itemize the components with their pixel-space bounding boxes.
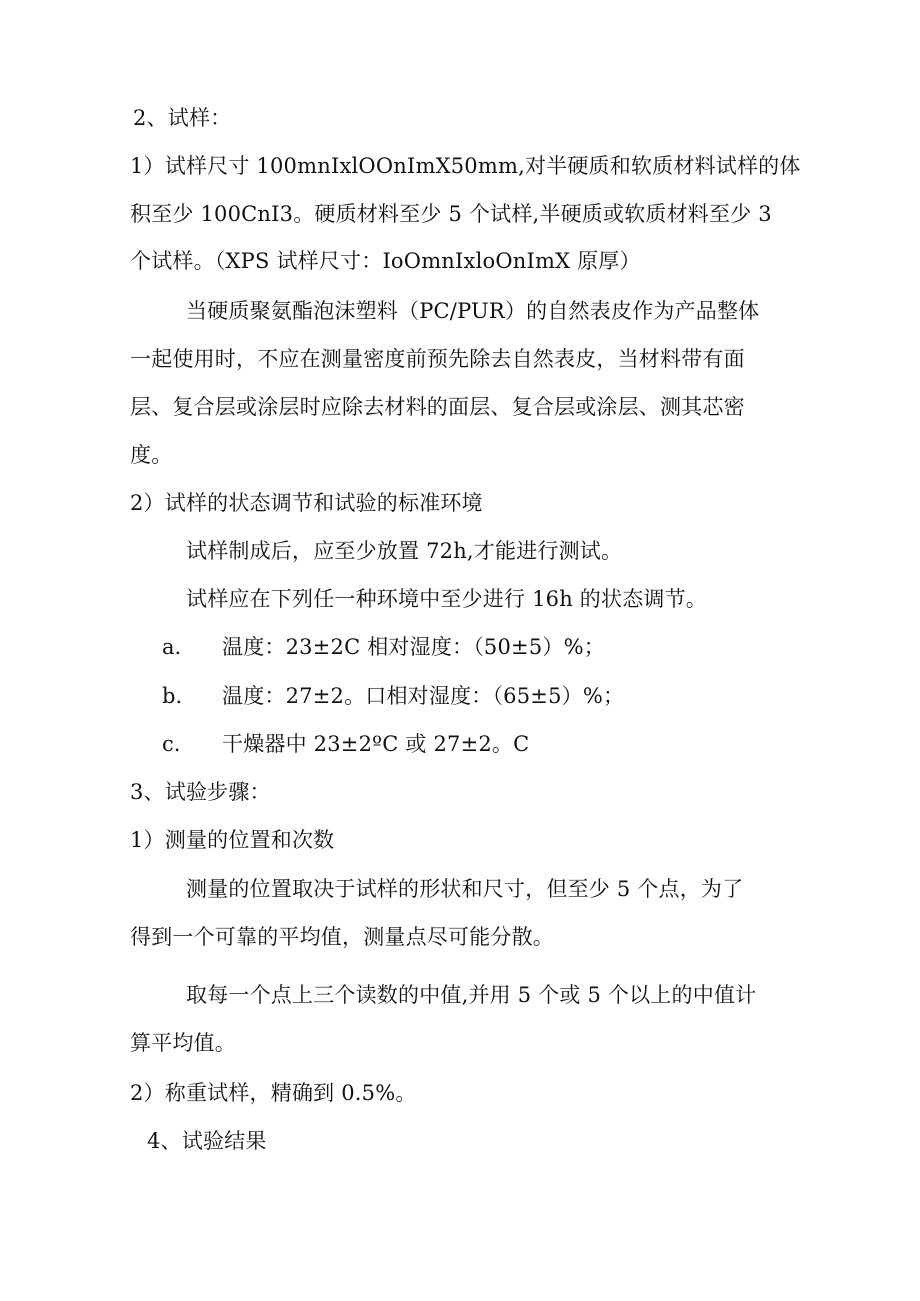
condition-item-letter: b.	[162, 684, 183, 708]
paragraph-line: 个试样。（XPS 试样尺寸：IoOmnIxloOnImX 原厚）	[130, 249, 641, 273]
subheading-positions: 1）测量的位置和次数	[130, 828, 335, 852]
section-heading-procedure: 3、试验步骤：	[130, 780, 271, 804]
paragraph-line: 算平均值。	[130, 1031, 236, 1055]
subheading-weighing: 2）称重试样，精确到 0.5%。	[130, 1081, 417, 1105]
paragraph-line: 取每一个点上三个读数的中值,并用 5 个或 5 个以上的中值计	[186, 983, 757, 1007]
paragraph-line: 试样制成后，应至少放置 72h,才能进行测试。	[186, 539, 623, 563]
paragraph-line: 得到一个可靠的平均值，测量点尽可能分散。	[130, 925, 554, 949]
paragraph-line: 积至少 100CnI3。硬质材料至少 5 个试样,半硬质或软质材料至少 3	[130, 202, 772, 226]
paragraph-line: 测量的位置取决于试样的形状和尺寸，但至少 5 个点，为了	[186, 877, 744, 901]
subheading-conditioning: 2）试样的状态调节和试验的标准环境	[130, 491, 483, 515]
paragraph-line: 度。	[130, 443, 173, 467]
paragraph-line: 层、复合层或涂层时应除去材料的面层、复合层或涂层、测其芯密	[130, 395, 745, 419]
condition-item-text: 温度：27±2。口相对湿度：（65±5）%；	[222, 684, 625, 708]
paragraph-line: 当硬质聚氨酯泡沫塑料（PC/PUR）的自然表皮作为产品整体	[186, 299, 760, 323]
paragraph-line: 一起使用时，不应在测量密度前预先除去自然表皮，当材料带有面	[130, 347, 745, 371]
section-heading-sample: 2、试样：	[133, 106, 232, 130]
paragraph-line: 1）试样尺寸 100mnIxlOOnImX50mm,对半硬质和软质材料试样的体	[130, 154, 801, 178]
condition-item-letter: a.	[162, 635, 182, 659]
condition-item-text: 温度：23±2C 相对湿度：（50±5）%；	[222, 635, 605, 659]
condition-item-text: 干燥器中 23±2ºC 或 27±2。C	[222, 732, 530, 756]
section-heading-results: 4、试验结果	[147, 1129, 267, 1153]
paragraph-line: 试样应在下列任一种环境中至少进行 16h 的状态调节。	[186, 587, 707, 611]
condition-item-letter: c.	[162, 732, 181, 756]
